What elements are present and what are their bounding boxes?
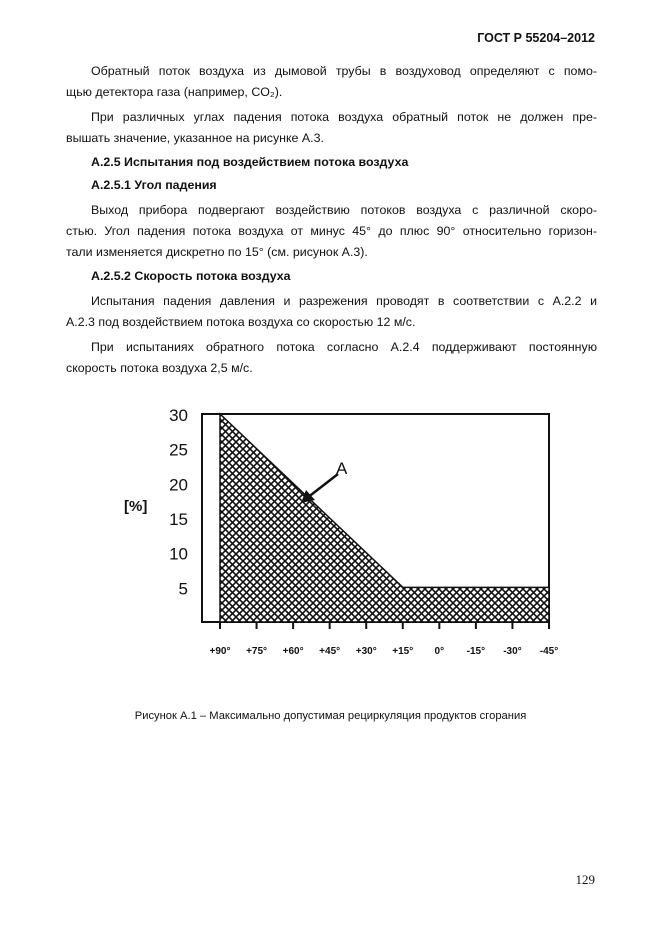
recirculation-chart <box>110 400 570 670</box>
y-tick-label: 5 <box>178 579 188 599</box>
paragraph-line: щью детектора газа (например, CO₂). <box>66 85 283 99</box>
paragraph-line: тали изменяется дискретно по 15° (см. рисунок А.3). <box>66 245 368 259</box>
paragraph-line: скорость потока воздуха 2,5 м/с. <box>66 361 253 375</box>
page-number: 129 <box>575 872 595 887</box>
paragraph-line: При испытаниях обратного потока согласно А.2.4 поддерживают постоянную <box>91 340 597 354</box>
x-axis-ticks <box>210 622 559 657</box>
y-axis-ticks <box>169 406 188 598</box>
annotation-label: A <box>336 459 348 478</box>
subsection-heading: А.2.5.1 Угол падения <box>91 178 217 192</box>
y-tick-label: 10 <box>169 544 188 564</box>
section-heading: А.2.5 Испытания под воздействием потока воздуха <box>91 155 409 169</box>
y-tick-label: 30 <box>169 406 188 425</box>
x-tick-label: -15° <box>466 646 486 657</box>
paragraph-line: вышать значение, указанное на рисунке А.3. <box>66 131 324 145</box>
y-tick-label: 15 <box>169 510 188 529</box>
document-header: ГОСТ Р 55204–2012 <box>477 31 595 45</box>
x-tick-label: +45° <box>319 646 341 657</box>
x-tick-label: 0° <box>434 646 445 657</box>
paragraph-line: При различных углах падения потока воздуха обратный поток не должен пре- <box>91 110 597 124</box>
paragraph-line: Испытания падения давления и разрежения проводят в соответствии с А.2.2 и <box>91 294 597 308</box>
y-tick-label: 25 <box>169 440 188 460</box>
annotation-arrow <box>307 474 338 498</box>
x-tick-label: +90° <box>209 646 231 657</box>
y-axis-label: [%] <box>124 498 148 515</box>
paragraph-line: Выход прибора подвергают воздействию потоков воздуха с различной скоро- <box>91 203 597 217</box>
paragraph-line: Обратный поток воздуха из дымовой трубы в воздуховод определяют с помо- <box>91 64 597 78</box>
x-tick-label: -45° <box>539 646 559 657</box>
x-tick-label: +30° <box>355 646 377 657</box>
x-tick-label: +15° <box>392 646 414 657</box>
x-tick-label: +60° <box>282 646 304 657</box>
x-tick-label: +75° <box>246 646 268 657</box>
paragraph-line: А.2.3 под воздействием потока воздуха со скоростью 12 м/с. <box>66 315 416 329</box>
x-tick-label: -30° <box>503 646 522 657</box>
figure-caption: Рисунок А.1 – Максимально допустимая рециркуляция продуктов сгорания <box>134 710 527 722</box>
subsection-heading: А.2.5.2 Скорость потока воздуха <box>91 269 291 283</box>
y-tick-label: 20 <box>169 475 188 495</box>
max-recirculation-area <box>220 414 549 622</box>
paragraph-line: стью. Угол падения потока воздуха от минус 45° до плюс 90° относительно горизон- <box>66 224 597 238</box>
